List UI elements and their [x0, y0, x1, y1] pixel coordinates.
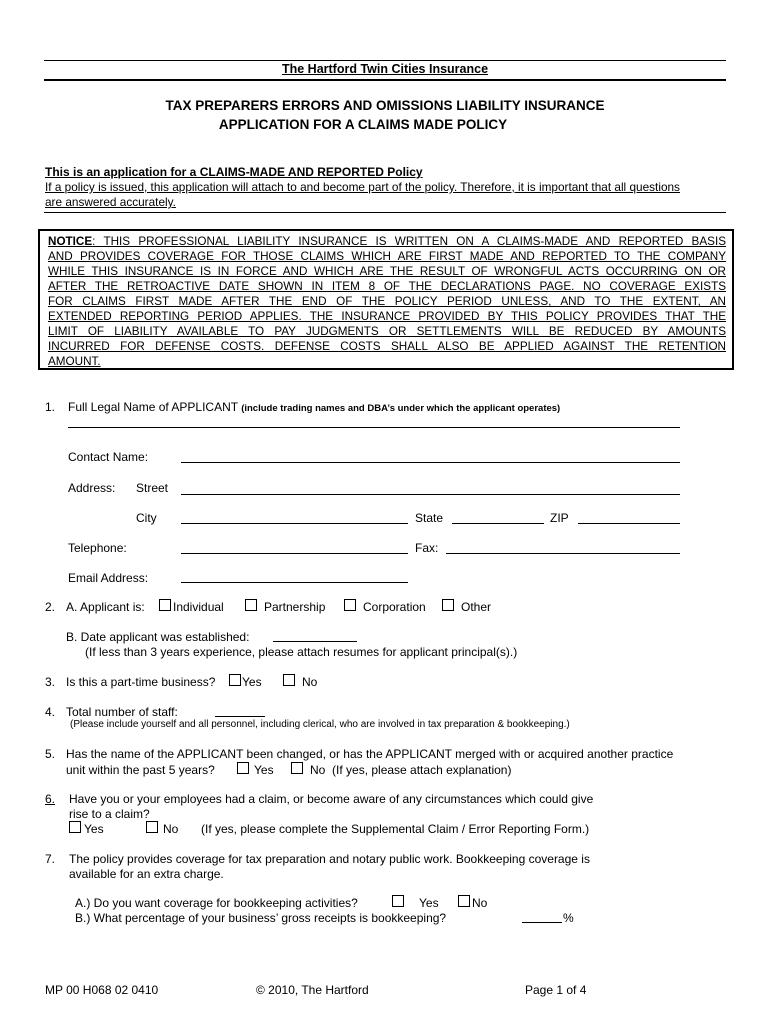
q6-line2: rise to a claim?	[69, 807, 150, 821]
q2-b-label: B. Date applicant was established:	[66, 630, 250, 644]
name-changed-yes-label: Yes	[254, 763, 274, 777]
city-label: City	[136, 511, 157, 525]
notice-line-9: AMOUNT.	[48, 355, 101, 368]
email-field[interactable]	[181, 582, 408, 583]
notice-line-3: WHILE THIS INSURANCE IS IN FORCE AND WHICH ARE THE RESULT OF WRONGFUL ACTS OCCURRING ON OR	[48, 265, 726, 278]
notice-line-8: INCURRED FOR DEFENSE COSTS. DEFENSE COSTS SHALL ALSO BE APPLIED AGAINST THE RETENTION	[48, 340, 726, 353]
corporation-label: Corporation	[363, 600, 426, 614]
individual-label: Individual	[173, 600, 224, 614]
notice-line-7: LIMIT OF LIABILITY AVAILABLE TO PAY JUDGMENTS OR SETTLEMENTS WILL BE REDUCED BY AMOUNTS	[48, 325, 726, 338]
staff-count-field[interactable]	[215, 716, 265, 717]
claim-yes-checkbox[interactable]	[69, 821, 81, 833]
telephone-label: Telephone:	[68, 541, 127, 555]
q7-number: 7.	[45, 852, 56, 866]
state-field[interactable]	[452, 523, 544, 524]
q1-number: 1.	[45, 400, 56, 414]
applicant-name-field[interactable]	[68, 427, 680, 428]
company-name: The Hartford Twin Cities Insurance	[281, 62, 489, 76]
fax-label: Fax:	[415, 541, 439, 555]
notice-line-6: EXTENDED REPORTING PERIOD APPLIES. THE INSURANCE PROVIDED BY THIS POLICY PROVIDES THAT THE	[48, 310, 726, 323]
name-changed-no-label: No (If yes, please attach explanation)	[310, 763, 512, 777]
q2-number: 2.	[45, 600, 56, 614]
date-established-field[interactable]	[273, 641, 357, 642]
q1-note: (include trading names and DBA’s under which the applicant operates)	[241, 403, 561, 414]
q6-note: (If yes, please complete the Supplemental Claim / Error Reporting Form.)	[201, 822, 590, 836]
notice-line-5: FOR CLAIMS FIRST MADE AFTER THE END OF THE POLICY PERIOD UNLESS, AND TO THE EXTENT, AN	[48, 295, 726, 308]
q7-a-label: A.) Do you want coverage for bookkeeping activities?	[75, 896, 358, 910]
notice-line-4: AFTER THE RETROACTIVE DATE SHOWN IN ITEM 8 OF THE DECLARATIONS PAGE. NO COVERAGE EXISTS	[48, 280, 726, 293]
part-time-no-checkbox[interactable]	[283, 674, 295, 686]
name-changed-yes-checkbox[interactable]	[237, 762, 249, 774]
header-bottom-rule	[44, 79, 726, 81]
individual-checkbox[interactable]	[159, 599, 171, 611]
email-label: Email Address:	[68, 571, 149, 585]
form-title-line2: APPLICATION FOR A CLAIMS MADE POLICY	[218, 117, 508, 132]
part-time-yes-checkbox[interactable]	[229, 674, 241, 686]
intro-line1: If a policy is issued, this application will attach to and become part of the policy. Therefore, it is important that all questions	[45, 180, 680, 194]
q5-line1: Has the name of the APPLICANT been changed, or has the APPLICANT merged with or acquired another practice	[66, 747, 674, 761]
partnership-label: Partnership	[264, 600, 326, 614]
q4-label: Total number of staff:	[66, 705, 178, 719]
claim-no-checkbox[interactable]	[146, 821, 158, 833]
zip-label: ZIP	[550, 511, 569, 525]
q2-b-note: (If less than 3 years experience, please attach resumes for applicant principal(s).)	[85, 645, 518, 659]
header-top-rule	[44, 60, 726, 61]
q5-note: (If yes, please attach explanation)	[332, 763, 512, 777]
city-field[interactable]	[181, 523, 408, 524]
footer-form-number: MP 00 H068 02 0410	[45, 983, 159, 997]
q7-b-label: B.) What percentage of your business’ gross receipts is bookkeeping?	[75, 911, 447, 925]
q1-label: Full Legal Name of APPLICANT (include trading names and DBA’s under which the applicant operates)	[68, 400, 561, 414]
bookkeeping-percent-field[interactable]	[522, 922, 562, 923]
bookkeeping-yes-label: Yes	[419, 896, 439, 910]
contact-name-field[interactable]	[181, 462, 680, 463]
notice-label: NOTICE	[48, 235, 93, 248]
address-label: Address:	[68, 481, 116, 495]
name-changed-no-checkbox[interactable]	[291, 762, 303, 774]
notice-box	[38, 229, 734, 370]
q6-line1: Have you or your employees had a claim, or become aware of any circumstances which could give	[69, 792, 594, 806]
telephone-field[interactable]	[181, 553, 408, 554]
zip-field[interactable]	[578, 523, 680, 524]
footer-copyright: © 2010, The Hartford	[256, 983, 369, 997]
notice-line-2: AND PROVIDES COVERAGE FOR THOSE CLAIMS WHICH ARE FIRST MADE AND REPORTED TO THE COMPANY	[48, 250, 726, 263]
partnership-checkbox[interactable]	[245, 599, 257, 611]
contact-name-label: Contact Name:	[68, 450, 149, 464]
other-checkbox[interactable]	[442, 599, 454, 611]
bookkeeping-yes-checkbox[interactable]	[392, 895, 404, 907]
bookkeeping-no-label: No	[472, 896, 488, 910]
part-time-no-label: No	[302, 675, 318, 689]
q3-number: 3.	[45, 675, 56, 689]
q6-number: 6.	[45, 792, 56, 806]
part-time-yes-label: Yes	[242, 675, 262, 689]
q5-line2: unit within the past 5 years?	[66, 763, 215, 777]
state-label: State	[415, 511, 444, 525]
intro-rule	[44, 212, 726, 213]
fax-field[interactable]	[446, 553, 680, 554]
corporation-checkbox[interactable]	[344, 599, 356, 611]
q2-a-label: A. Applicant is:	[66, 600, 145, 614]
claim-yes-label: Yes	[84, 822, 104, 836]
street-field[interactable]	[181, 494, 680, 495]
q3-label: Is this a part-time business?	[66, 675, 216, 689]
q7-line2: available for an extra charge.	[69, 867, 224, 881]
footer-page-number: Page 1 of 4	[525, 983, 587, 997]
q4-number: 4.	[45, 705, 56, 719]
claim-no-label: No	[163, 822, 179, 836]
intro-heading: This is an application for a CLAIMS-MADE AND REPORTED Policy	[45, 165, 423, 179]
q7-line1: The policy provides coverage for tax preparation and notary public work. Bookkeeping coverage is	[69, 852, 590, 866]
q5-number: 5.	[45, 747, 56, 761]
percent-sign: %	[563, 911, 574, 925]
intro-line2: are answered accurately.	[45, 195, 176, 209]
q4-note: (Please include yourself and all personnel, including clerical, who are involved in tax preparation & bookkeeping.)	[70, 719, 570, 730]
other-label: Other	[461, 600, 492, 614]
bookkeeping-no-checkbox[interactable]	[458, 895, 470, 907]
notice-line-1: NOTICE: THIS PROFESSIONAL LIABILITY INSURANCE IS WRITTEN ON A CLAIMS-MADE AND REPORTED BASIS	[48, 235, 726, 248]
form-title-line1: TAX PREPARERS ERRORS AND OMISSIONS LIABILITY INSURANCE	[165, 98, 605, 113]
street-label: Street	[136, 481, 169, 495]
